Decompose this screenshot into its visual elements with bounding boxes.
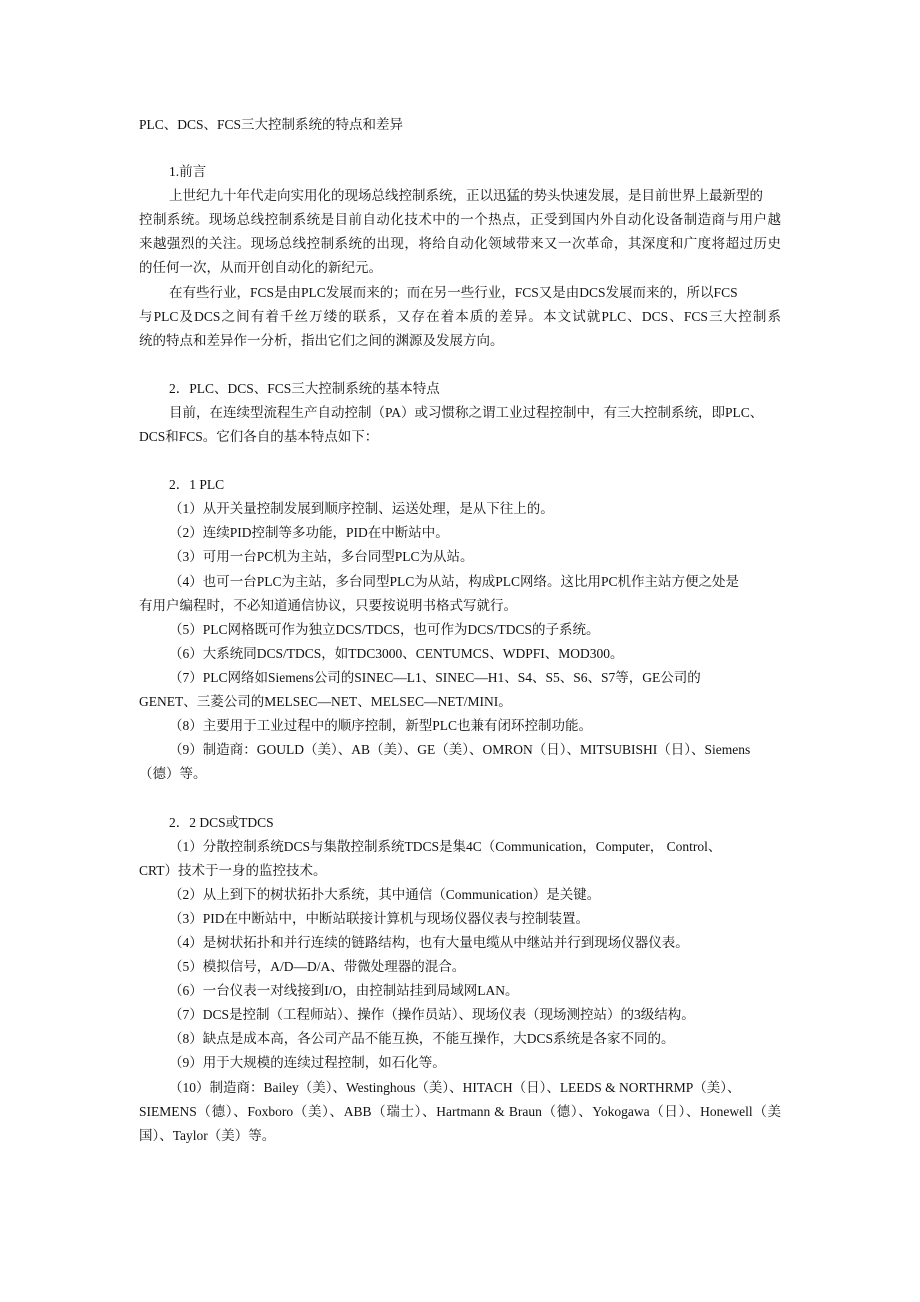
list-item: （4）是树状拓扑和并行连续的链路结构，也有大量电缆从中继站并行到现场仪器仪表。 [169, 935, 689, 950]
list-item: （6）一台仪表一对线接到I/O，由控制站挂到局域网LAN。 [169, 983, 519, 998]
list-item: （4）也可一台PLC为主站，多台同型PLC为从站，构成PLC网络。这比用PC机作主站方便之处是 [169, 574, 740, 589]
paragraph-line: 上世纪九十年代走向实用化的现场总线控制系统，正以迅猛的势头快速发展，是目前世界上最新型的 [169, 188, 763, 203]
list-item: （5）模拟信号，A/D—D/A、带微处理器的混合。 [169, 959, 466, 974]
paragraph-line: 目前，在连续型流程生产自动控制（PA）或习惯称之谓工业过程控制中，有三大控制系统，即PLC、 [169, 405, 764, 420]
list-item: （10）制造商：Bailey（美）、Westinghous（美）、HITACH（日）、LEEDS & NORTHRMP（美）、 [169, 1080, 741, 1095]
list-item: （3）可用一台PC机为主站，多台同型PLC为从站。 [169, 549, 474, 564]
list-item-continued: SIEMENS（德）、Foxboro（美）、ABB（瑞士）、Hartmann & Braun（德）、Yokogawa（日）、Honewell（美 [139, 1104, 781, 1119]
section-heading-intro: 1.前言 [169, 164, 207, 179]
list-item-continued: 国）、Taylor（美）等。 [139, 1128, 276, 1143]
paragraph-line: 控制系统。现场总线控制系统是目前自动化技术中的一个热点，正受到国内外自动化设备制造商与用户越 [139, 212, 781, 227]
section-heading-plc: 2．1 PLC [169, 477, 225, 492]
list-item: （2）连续PID控制等多功能，PID在中断站中。 [169, 525, 449, 540]
list-item: （1）分散控制系统DCS与集散控制系统TDCS是集4C（Communication，Computer， Control、 [169, 839, 722, 854]
list-item: （8）主要用于工业过程中的顺序控制，新型PLC也兼有闭环控制功能。 [169, 718, 593, 733]
section-heading-features: 2．PLC、DCS、FCS三大控制系统的基本特点 [169, 381, 440, 396]
list-item-continued: CRT）技术于一身的监控技术。 [139, 863, 327, 878]
list-item: （7）DCS是控制（工程师站）、操作（操作员站）、现场仪表（现场测控站）的3级结构。 [169, 1007, 695, 1022]
paragraph-line: 在有些行业，FCS是由PLC发展而来的；而在另一些行业，FCS又是由DCS发展而来的，所以FCS [169, 285, 738, 300]
list-item: （9）制造商：GOULD（美）、AB（美）、GE（美）、OMRON（日）、MITSUBISHI（日）、Siemens [169, 742, 751, 757]
list-item: （3）PID在中断站中，中断站联接计算机与现场仪器仪表与控制装置。 [169, 911, 590, 926]
paragraph-line: DCS和FCS。它们各自的基本特点如下： [139, 429, 379, 444]
list-item-continued: （德）等。 [139, 766, 207, 781]
paragraph-line: 与PLC及DCS之间有着千丝万缕的联系，又存在着本质的差异。本文试就PLC、DCS、FCS三大控制系 [139, 309, 781, 324]
list-item: （5）PLC网格既可作为独立DCS/TDCS，也可作为DCS/TDCS的子系统。 [169, 622, 600, 637]
paragraph-line: 统的特点和差异作一分析，指出它们之间的渊源及发展方向。 [139, 333, 504, 348]
list-item: （7）PLC网络如Siemens公司的SINEC—L1、SINEC—H1、S4、S5、S6、S7等，GE公司的 [169, 670, 701, 685]
list-item: （6）大系统同DCS/TDCS，如TDC3000、CENTUMCS、WDPFI、MOD300。 [169, 646, 624, 661]
list-item: （1）从开关量控制发展到顺序控制、运送处理，是从下往上的。 [169, 501, 554, 516]
list-item: （2）从上到下的树状拓扑大系统，其中通信（Communication）是关键。 [169, 887, 601, 902]
list-item-continued: 有用户编程时，不必知道通信协议，只要按说明书格式写就行。 [139, 598, 517, 613]
section-heading-dcs: 2．2 DCS或TDCS [169, 815, 274, 830]
document-title: PLC、DCS、FCS三大控制系统的特点和差异 [139, 117, 404, 132]
list-item-continued: GENET、三菱公司的MELSEC—NET、MELSEC—NET/MINI。 [139, 694, 512, 709]
paragraph-line: 来越强烈的关注。现场总线控制系统的出现，将给自动化领域带来又一次革命，其深度和广度将超过历史 [139, 236, 781, 251]
list-item: （9）用于大规模的连续过程控制，如石化等。 [169, 1055, 446, 1070]
paragraph-line: 的任何一次，从而开创自动化的新纪元。 [139, 260, 382, 275]
list-item: （8）缺点是成本高，各公司产品不能互换，不能互操作，大DCS系统是各家不同的。 [169, 1031, 675, 1046]
